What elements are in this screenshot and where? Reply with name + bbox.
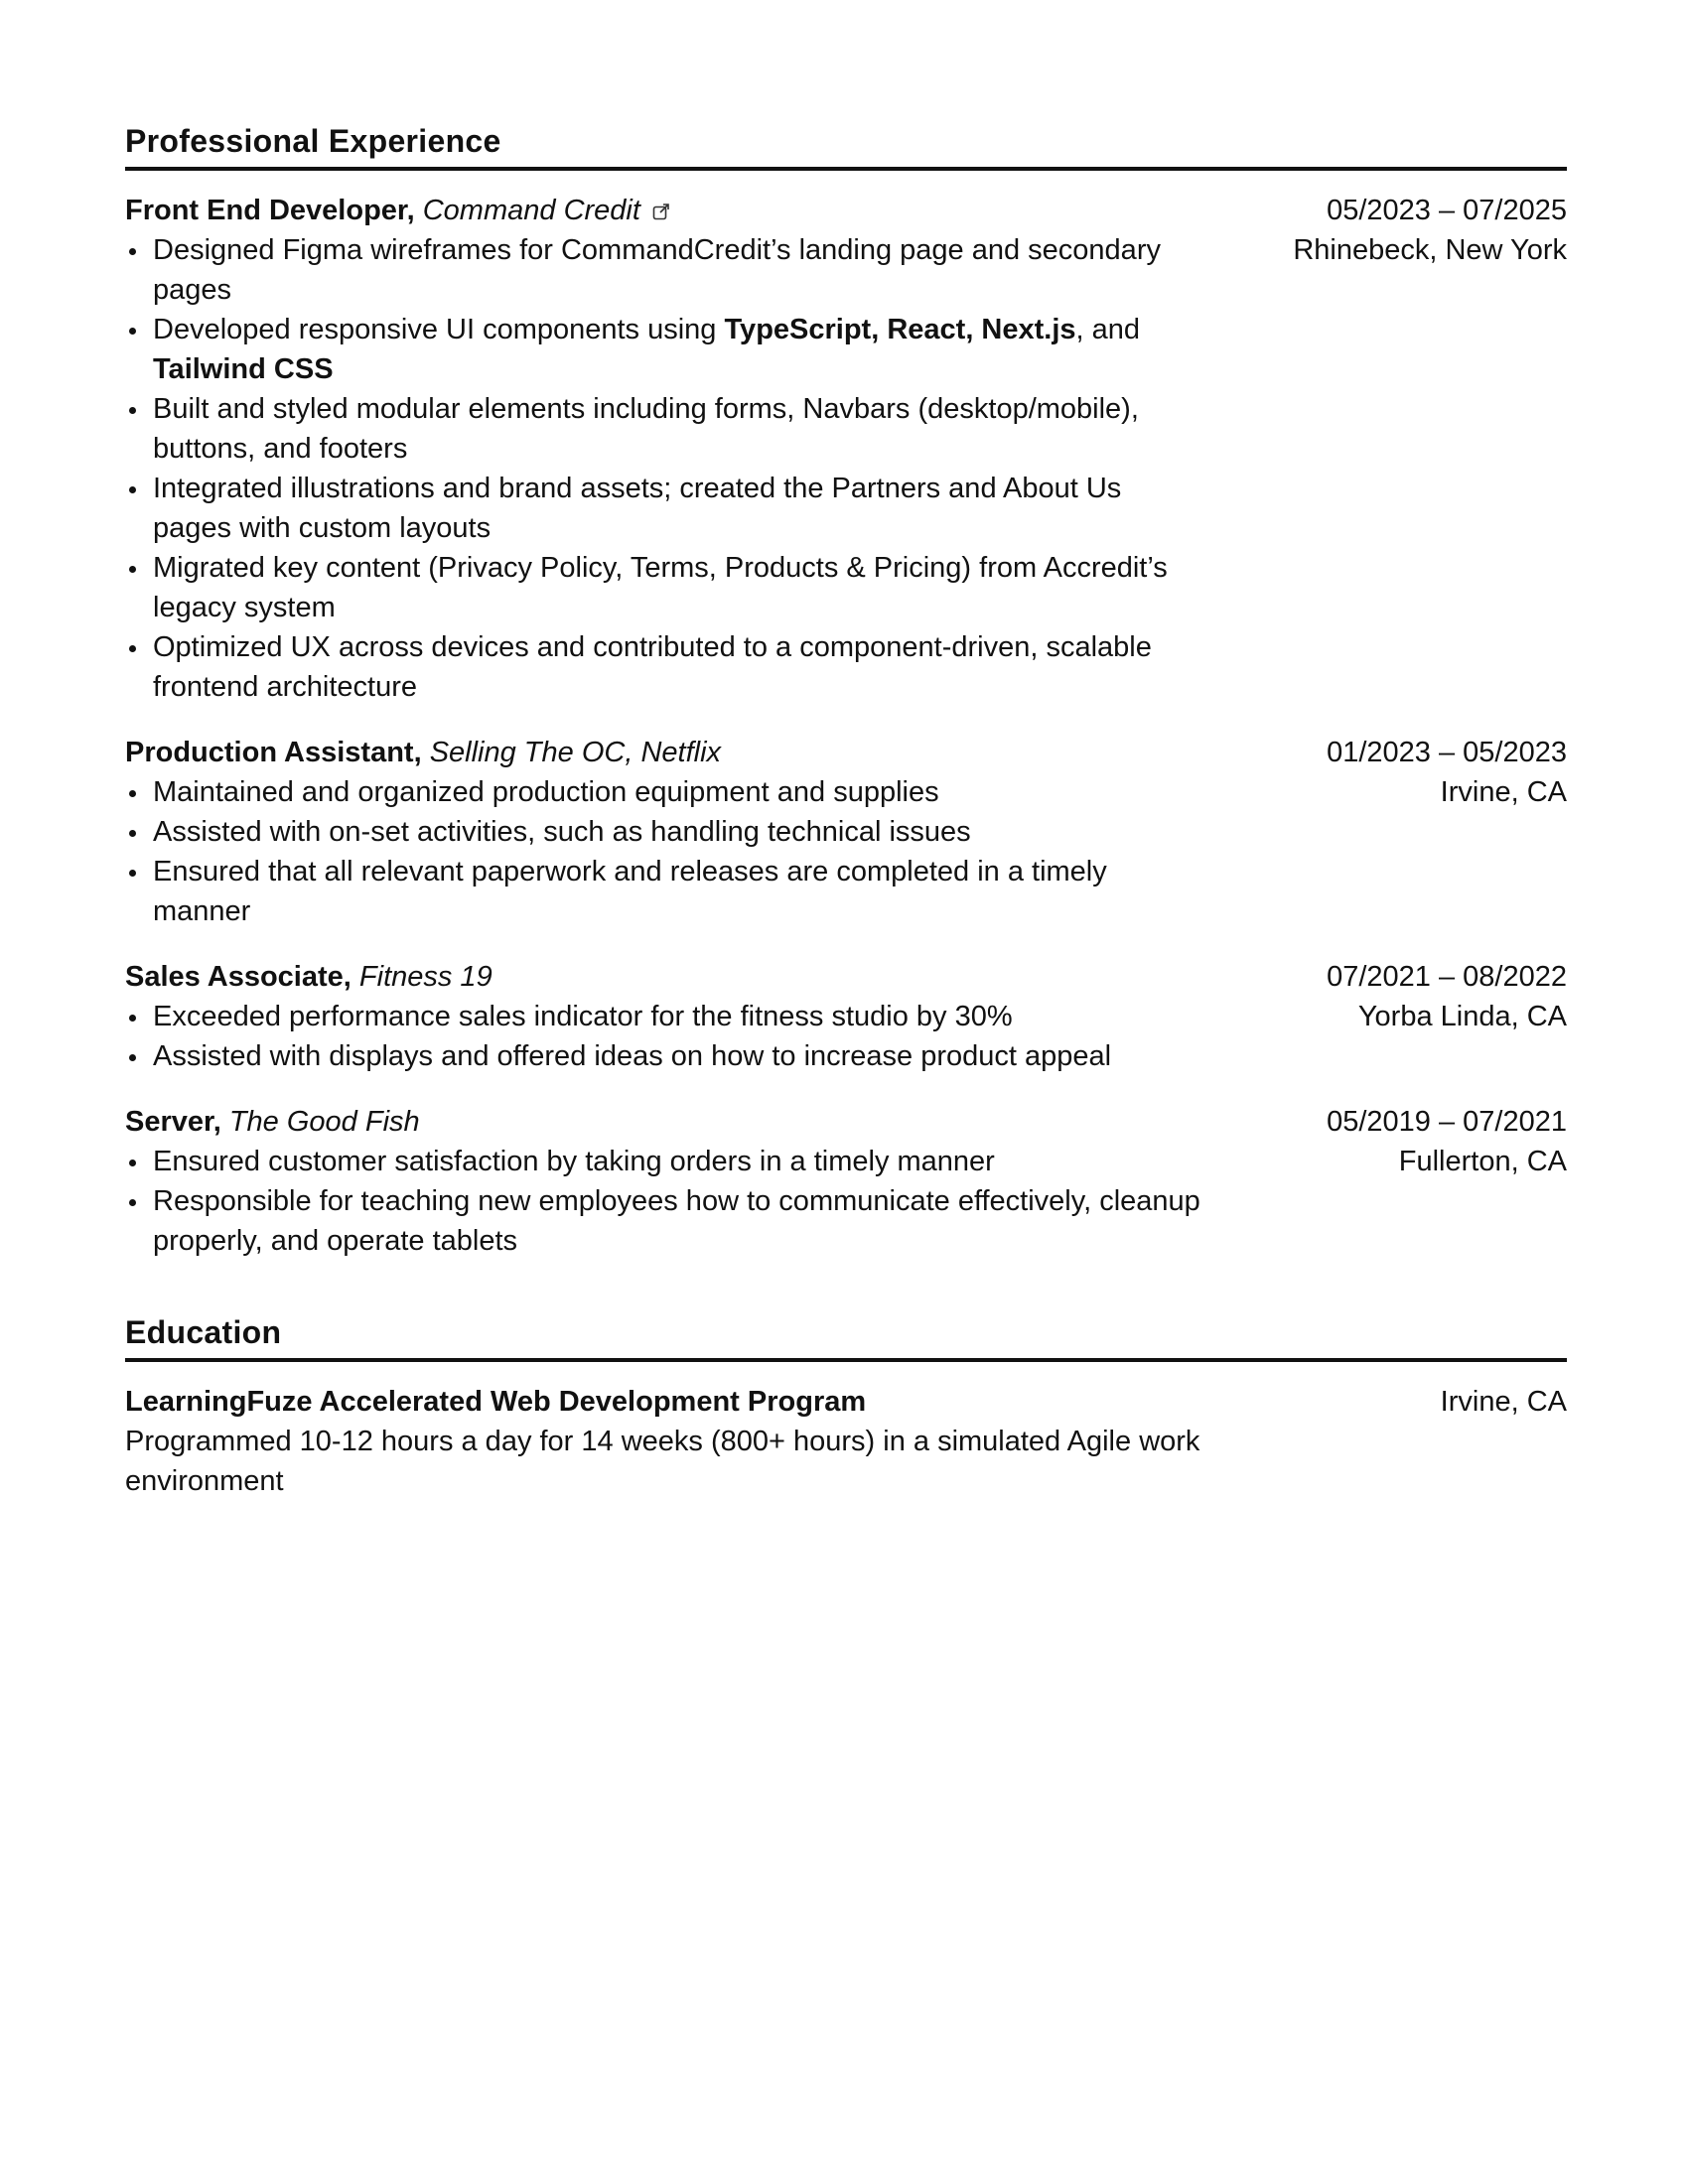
job-meta bbox=[1327, 1102, 1567, 1261]
job-details bbox=[125, 957, 1207, 1076]
list-item: Designed Figma wireframes for CommandCredit’s landing page and secondary pages bbox=[125, 230, 1207, 310]
list-item: Responsible for teaching new employees how to communicate effectively, cleanup properly, and operate tablets bbox=[125, 1181, 1207, 1261]
education-location: Irvine, CA bbox=[1440, 1386, 1567, 1418]
job-dates: 01/2023 – 05/2023 bbox=[1327, 737, 1567, 768]
list-item bbox=[125, 310, 1207, 389]
job-entry-sales-associate bbox=[125, 957, 1567, 1076]
job-role: Production Assistant, bbox=[125, 737, 422, 768]
list-item: Ensured customer satisfaction by taking orders in a timely manner bbox=[125, 1142, 1207, 1181]
section-spacer bbox=[125, 1287, 1567, 1308]
job-details bbox=[125, 733, 1207, 931]
job-bullets bbox=[125, 230, 1207, 707]
education-meta bbox=[1441, 1382, 1567, 1501]
job-meta bbox=[1327, 957, 1567, 1076]
resume-page bbox=[125, 117, 1567, 1527]
job-details bbox=[125, 191, 1207, 707]
list-item: Built and styled modular elements including forms, Navbars (desktop/mobile), buttons, and footers bbox=[125, 389, 1207, 469]
job-location: Fullerton, CA bbox=[1398, 1146, 1567, 1177]
education-details bbox=[125, 1382, 1207, 1501]
job-company: Selling The OC, Netflix bbox=[429, 737, 722, 768]
experience-section bbox=[125, 117, 1567, 1261]
job-meta bbox=[1327, 733, 1567, 931]
job-location: Rhinebeck, New York bbox=[1293, 234, 1567, 266]
job-location: Irvine, CA bbox=[1440, 776, 1567, 808]
list-item: Maintained and organized production equipment and supplies bbox=[125, 772, 1207, 812]
section-divider bbox=[125, 1358, 1567, 1362]
list-item: Integrated illustrations and brand assets; created the Partners and About Us pages with custom layouts bbox=[125, 469, 1207, 548]
job-role: Front End Developer, bbox=[125, 195, 415, 226]
job-header bbox=[125, 1102, 1207, 1142]
education-program: LearningFuze Accelerated Web Development Program bbox=[125, 1386, 867, 1418]
job-header bbox=[125, 957, 1207, 997]
job-details bbox=[125, 1102, 1207, 1261]
job-entry-front-end-developer bbox=[125, 191, 1567, 707]
list-item: Assisted with on-set activities, such as handling technical issues bbox=[125, 812, 1207, 852]
job-company: The Good Fish bbox=[228, 1106, 420, 1138]
bullet-text: Developed responsive UI components using bbox=[153, 314, 725, 345]
bullet-strong-text: TypeScript, React, Next.js bbox=[724, 314, 1076, 345]
education-section bbox=[125, 1308, 1567, 1501]
section-title-experience: Professional Experience bbox=[125, 123, 501, 159]
job-entry-server bbox=[125, 1102, 1567, 1261]
job-header bbox=[125, 191, 1207, 230]
job-bullets bbox=[125, 772, 1207, 931]
section-title-education: Education bbox=[125, 1314, 282, 1350]
list-item: Ensured that all relevant paperwork and releases are completed in a timely manner bbox=[125, 852, 1207, 931]
job-dates: 05/2019 – 07/2021 bbox=[1327, 1106, 1567, 1138]
education-description: Programmed 10-12 hours a day for 14 weeks (800+ hours) in a simulated Agile work environment bbox=[125, 1426, 1200, 1497]
list-item: Migrated key content (Privacy Policy, Terms, Products & Pricing) from Accredit’s legacy system bbox=[125, 548, 1207, 627]
job-entry-production-assistant bbox=[125, 733, 1567, 931]
list-item: Assisted with displays and offered ideas on how to increase product appeal bbox=[125, 1036, 1207, 1076]
job-meta bbox=[1293, 191, 1567, 707]
job-company: Fitness 19 bbox=[358, 961, 492, 993]
job-role: Server, bbox=[125, 1106, 221, 1138]
job-dates: 07/2021 – 08/2022 bbox=[1327, 961, 1567, 993]
list-item: Exceeded performance sales indicator for the fitness studio by 30% bbox=[125, 997, 1207, 1036]
job-dates: 05/2023 – 07/2025 bbox=[1327, 195, 1567, 226]
job-company-link[interactable]: Command Credit bbox=[422, 195, 640, 226]
job-location: Yorba Linda, CA bbox=[1357, 1001, 1567, 1032]
job-bullets bbox=[125, 997, 1207, 1076]
section-divider bbox=[125, 167, 1567, 171]
education-entry bbox=[125, 1382, 1567, 1501]
external-link-icon[interactable] bbox=[652, 192, 670, 209]
education-header bbox=[125, 1382, 1207, 1422]
job-header bbox=[125, 733, 1207, 772]
bullet-strong-text: Tailwind CSS bbox=[153, 353, 334, 385]
job-role: Sales Associate, bbox=[125, 961, 352, 993]
job-bullets bbox=[125, 1142, 1207, 1261]
list-item: Optimized UX across devices and contributed to a component-driven, scalable frontend architecture bbox=[125, 627, 1207, 707]
bullet-text: , and bbox=[1075, 314, 1141, 345]
